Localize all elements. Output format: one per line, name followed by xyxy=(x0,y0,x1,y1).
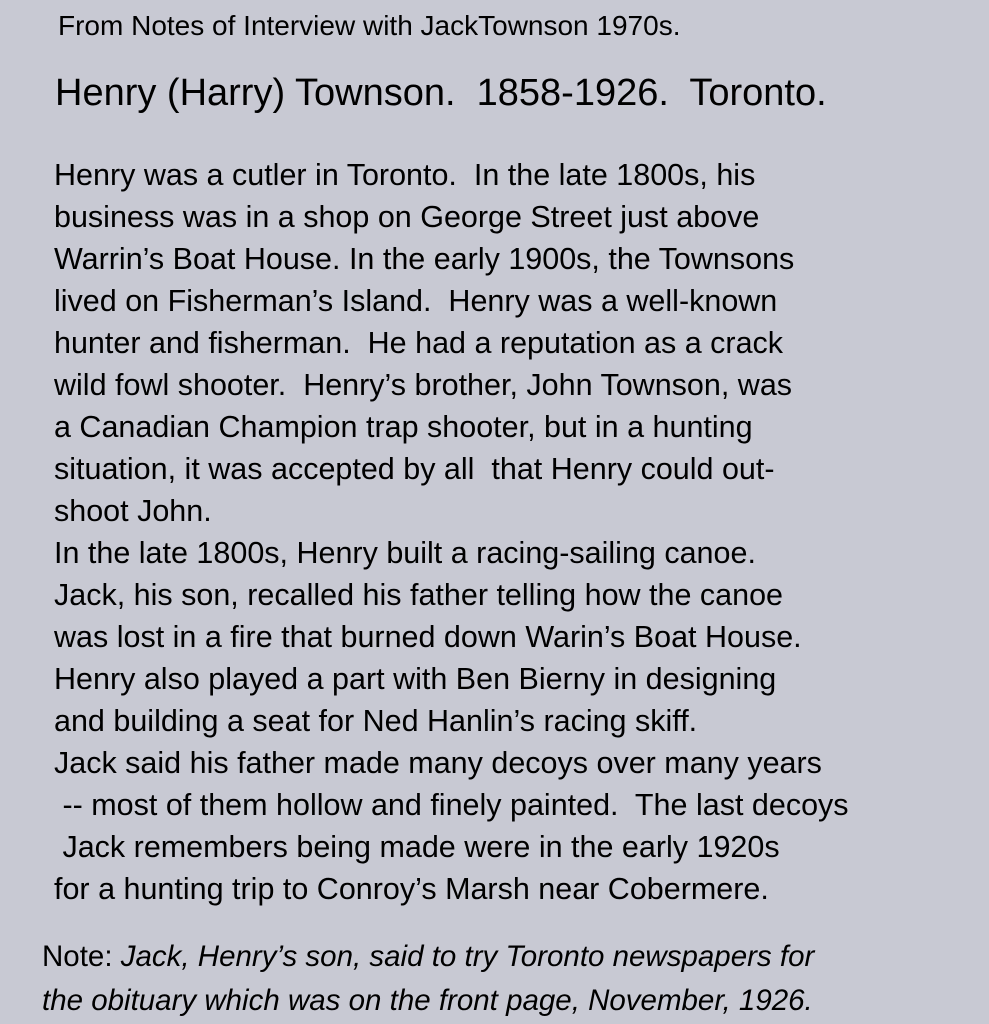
note xyxy=(42,935,814,1023)
text-line: lived on Fisherman’s Island. Henry was a well-known xyxy=(54,284,778,318)
text-line: wild fowl shooter. Henry’s brother, John Townson, was xyxy=(54,368,793,402)
text-line: Warrin’s Boat House. In the early 1900s, the Townsons xyxy=(54,242,795,276)
text-line: for a hunting trip to Conroy’s Marsh near Cobermere. xyxy=(54,872,769,906)
text-line: Jack said his father made many decoys over many years xyxy=(54,746,822,780)
page-title: Henry (Harry) Townson. 1858-1926. Toronto. xyxy=(55,72,827,114)
text-line: was lost in a fire that burned down Warin’s Boat House. xyxy=(54,620,802,654)
note-label: Note: xyxy=(42,940,121,973)
text-line: Henry also played a part with Ben Bierny in designing xyxy=(54,662,777,696)
note-text: Jack, Henry’s son, said to try Toronto newspapers for xyxy=(120,940,815,973)
note-line-2 xyxy=(42,979,814,1023)
note-text: the obituary which was on the front page, November, 1926. xyxy=(42,984,813,1017)
text-line: -- most of them hollow and finely painted. The last decoys xyxy=(54,788,849,822)
text-line: situation, it was accepted by all that Henry could out- xyxy=(54,452,775,486)
text-line: In the late 1800s, Henry built a racing-sailing canoe. xyxy=(54,536,756,570)
text-line: and building a seat for Ned Hanlin’s racing skiff. xyxy=(54,704,698,738)
text-line: shoot John. xyxy=(54,494,212,528)
text-line: hunter and fisherman. He had a reputation as a crack xyxy=(54,326,784,360)
text-line: Jack remembers being made were in the early 1920s xyxy=(54,830,780,864)
text-line: a Canadian Champion trap shooter, but in a hunting xyxy=(54,410,753,444)
text-line: business was in a shop on George Street just above xyxy=(54,200,760,234)
text-line: Henry was a cutler in Toronto. In the late 1800s, his xyxy=(54,158,756,192)
text-line: Jack, his son, recalled his father telling how the canoe xyxy=(54,578,784,612)
note-line-1 xyxy=(42,935,814,979)
biography-text xyxy=(54,154,849,910)
source-line: From Notes of Interview with JackTownson 1970s. xyxy=(58,10,681,41)
